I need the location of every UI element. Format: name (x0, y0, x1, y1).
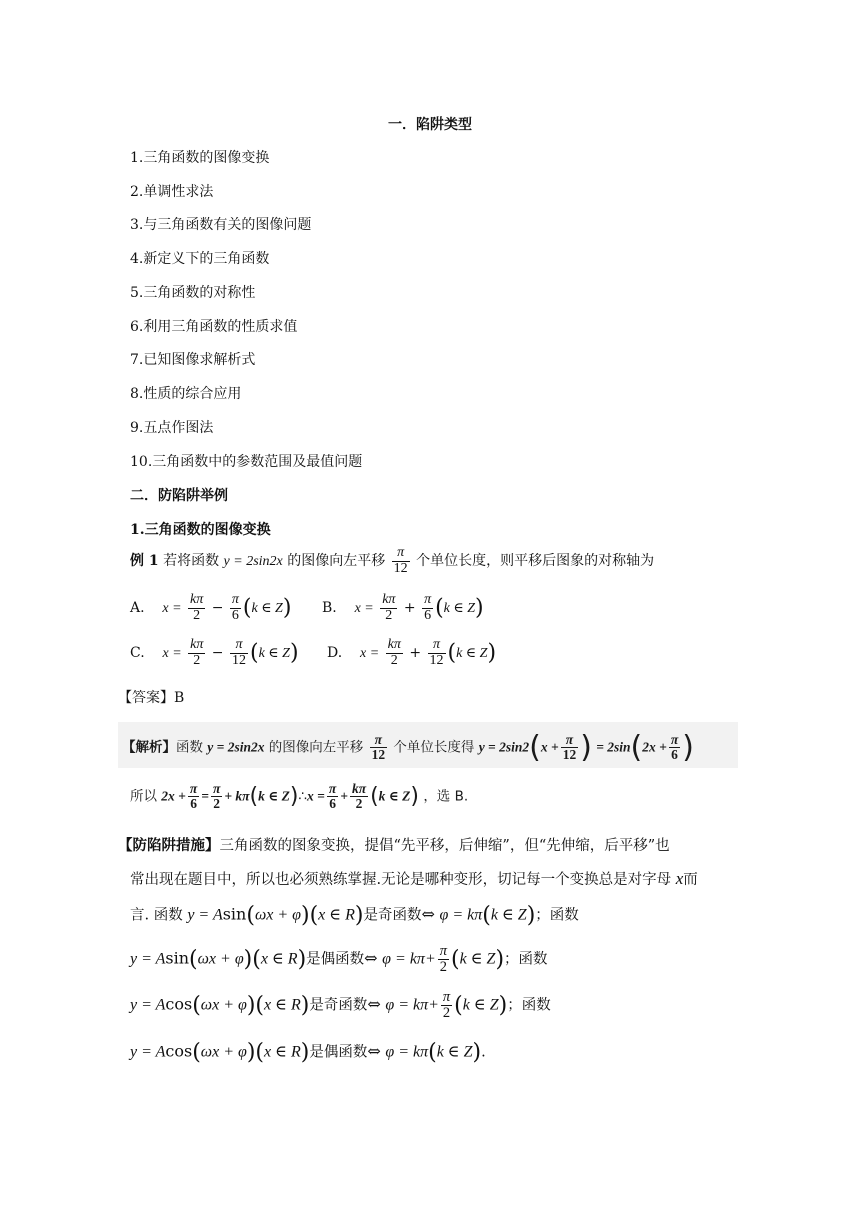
option-a: A. x = $\frac{k\pi}{2}$ − $\frac{\pi}{6}$ (k ∈ Z) (130, 592, 292, 623)
analysis-line-1: 【解析】函数 y = 2sin2x 的图像向左平移 $\frac{\pi}{12}$ 个单位长度得 y = 2sin2(x + $\frac{\pi}{12}$ ) = 2sin(2x + $\frac{\pi}{6}$ ) (122, 730, 694, 765)
trap-item-2: 2.单调性求法 (130, 184, 214, 200)
measures-line-6: y = Acos(ωx + φ)(x ∈ R)是偶函数⇔ φ = kπ(k ∈ Z). (130, 1040, 486, 1065)
option-b: B. x = $\frac{k\pi}{2}$ + $\frac{\pi}{6}$ (k ∈ Z) (322, 592, 484, 623)
option-d: D. x = $\frac{k\pi}{2}$ + $\frac{\pi}{12}$ (k ∈ Z) (327, 637, 497, 668)
example-subtitle: 1.三角函数的图像变换 (130, 522, 271, 538)
trap-item-10: 10.三角函数中的参数范围及最值问题 (130, 454, 363, 470)
trap-item-9: 9.五点作图法 (130, 420, 214, 436)
measures-line-1: 【防陷阱措施】三角函数的图象变换，提倡“先平移，后伸缩”，但“先伸缩，后平移”也 (118, 837, 670, 854)
section-title-traps: 一．陷阱类型 (388, 117, 472, 133)
answer-value: B (174, 690, 185, 706)
shift-fraction: $\frac{\pi}{12}$ (393, 545, 408, 576)
trap-item-4: 4.新定义下的三角函数 (130, 251, 270, 267)
trap-item-3: 3.与三角函数有关的图像问题 (130, 217, 312, 233)
trap-item-1: 1.三角函数的图像变换 (130, 150, 270, 166)
answer-line: 【答案】B (118, 690, 185, 706)
example1-label: 例 1 (130, 553, 159, 570)
option-c: C. x = $\frac{k\pi}{2}$ − $\frac{\pi}{12}$ (k ∈ Z) (130, 637, 299, 668)
analysis-line-2: 所以 2x + $\frac{\pi}{6}$ = $\frac{\pi}{2}$ + kπ(k ∈ Z)∴x = $\frac{\pi}{6}$ + $\frac{k\pi}{2}$ (k ∈ Z) ，选 B. (130, 781, 469, 812)
measures-line-2: 常出现在题目中，所以也必须熟练掌握.无论是哪种变形，切记每一个变换总是对字母 x而 (130, 869, 698, 888)
measures-line-4: y = Asin(ωx + φ)(x ∈ R)是偶函数⇔ φ = kπ+ $\frac{\pi}{2}$ (k ∈ Z)；函数 (130, 943, 548, 976)
section-title-examples: 二．防陷阱举例 (130, 488, 228, 504)
trap-item-8: 8.性质的综合应用 (130, 386, 242, 402)
trap-item-5: 5.三角函数的对称性 (130, 285, 256, 301)
example1-question: 例 1 若将函数 y = 2sin2x 的图像向左平移 $\frac{\pi}{12}$ 个单位长度，则平移后图象的对称轴为 (130, 545, 655, 576)
measures-line-3: 言. 函数 y = Asin(ωx + φ)(x ∈ R)是奇函数⇔ φ = kπ(k ∈ Z)；函数 (130, 903, 579, 928)
trap-item-7: 7.已知图像求解析式 (130, 352, 256, 368)
measures-line-5: y = Acos(ωx + φ)(x ∈ R)是奇函数⇔ φ = kπ+ $\frac{\pi}{2}$ (k ∈ Z)；函数 (130, 989, 551, 1022)
measures-label: 【防陷阱措施】 (118, 837, 220, 854)
trap-item-6: 6.利用三角函数的性质求值 (130, 319, 298, 335)
function-expression: y = 2sin2x (223, 554, 283, 570)
